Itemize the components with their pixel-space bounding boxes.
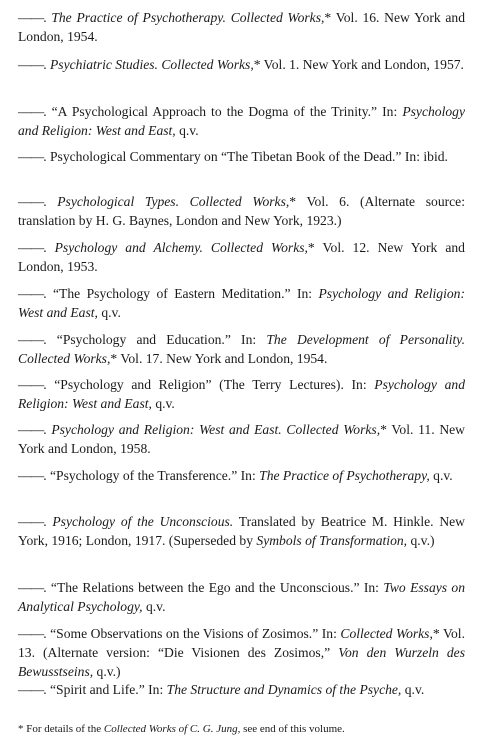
citation-text: * Vol. 1. New York and London, 1957. [253,57,464,72]
italic-title-text: Psychology and Alchemy. Collected Works, [54,240,308,255]
citation-text: . “A Psychological Approach to the Dogma of the Trinity.” In: [43,104,403,119]
citation-text: . “Psychology of the Transference.” In: [43,468,260,483]
citation-text: . “Psychology and Religion” (The Terry Lectures). In: [43,377,375,392]
bibliography-entry [18,284,465,322]
repeat-author-dash: —— [18,149,44,164]
bibliography-entry [18,102,465,140]
italic-title-text: The Development of Personality. Collected Works, [18,332,465,366]
repeat-author-dash: —— [18,377,44,392]
italic-title-text: Collected Works, [340,626,433,641]
bibliography-entry [18,375,465,413]
citation-text: q.v. [175,123,199,138]
citation-text: Translated by Beatrice M. Hinkle. New York, 1916; London, 1917. (Superseded by [18,514,465,548]
citation-text: q.v. [151,396,175,411]
citation-text: * For details of the [18,723,104,735]
citation-text: q.v. [142,599,166,614]
repeat-author-dash: —— [18,514,44,529]
bibliography-entry [18,192,465,230]
repeat-author-dash: —— [18,10,44,25]
italic-title-text: Psychology and Religion: West and East, [18,377,465,411]
italic-title-text: Psychology and Religion: West and East, [18,286,465,320]
citation-text: . “Spirit and Life.” In: [43,682,167,697]
repeat-author-dash: —— [18,682,44,697]
citation-text: * Vol. 13. (Alternate version: “Die Visionen des Zosimos,” [18,626,465,660]
citation-text: q.v.) [93,664,121,679]
citation-text: . “Psychology and Education.” In: [43,332,267,347]
italic-title-text: Psychological Types. Collected Works, [57,194,290,209]
citation-text: . [43,422,52,437]
repeat-author-dash: —— [18,194,44,209]
italic-title-text: The Practice of Psychotherapy. Collected Works, [51,10,325,25]
bibliography-entry [18,330,465,368]
citation-text: . “Some Observations on the Visions of Zosimos.” In: [43,626,341,641]
repeat-author-dash: —— [18,580,44,595]
repeat-author-dash: —— [18,286,44,301]
italic-title-text: The Structure and Dynamics of the Psyche, [166,682,402,697]
citation-text: * Vol. 16. New York and London, 1954. [18,10,466,44]
citation-text: . [43,240,55,255]
citation-text: see end of this volume. [240,723,345,735]
bibliography-entry [18,624,465,681]
citation-text: . [43,57,50,72]
citation-text: q.v.) [407,533,435,548]
repeat-author-dash: —— [18,57,44,72]
bibliography-entry [18,466,465,485]
bibliography-entry [18,512,465,550]
bibliography-entry [18,420,465,458]
repeat-author-dash: —— [18,332,44,347]
bibliography-entry [18,147,465,166]
repeat-author-dash: —— [18,422,44,437]
bibliography-entry [18,8,465,46]
italic-title-text: Collected Works of C. G. Jung, [103,723,241,735]
italic-title-text: Psychiatric Studies. Collected Works, [49,57,254,72]
repeat-author-dash: —— [18,468,44,483]
citation-text: * Vol. 12. New York and London, 1953. [18,240,465,274]
citation-text: . [43,514,53,529]
repeat-author-dash: —— [18,626,44,641]
citation-text: * Vol. 17. New York and London, 1954. [110,351,328,366]
bibliography-entry [18,238,465,276]
repeat-author-dash: —— [18,240,44,255]
bibliography-entry [18,680,465,699]
italic-title-text: Psychology and Religion: West and East. Collected Works, [51,422,381,437]
bibliography-entry [18,578,465,616]
citation-text: * Vol. 6. (Alternate source: translation by H. G. Baynes, London and New York, 1923.) [18,194,465,228]
italic-title-text: Von den Wurzeln des Bewusstseins, [18,645,465,679]
citation-text: . [43,194,58,209]
citation-text: . “The Psychology of Eastern Meditation.” In: [43,286,319,301]
citation-text: * Vol. 11. New York and London, 1958. [18,422,465,456]
citation-text: . Psychological Commentary on “The Tibetan Book of the Dead.” In: ibid. [43,149,448,164]
citation-text: q.v. [97,305,121,320]
footnote [18,722,473,736]
italic-title-text: Psychology of the Unconscious. [52,514,234,529]
citation-text: q.v. [401,682,425,697]
bibliography-entry [18,55,465,74]
italic-title-text: Two Essays on Analytical Psychology, [18,580,466,614]
italic-title-text: Symbols of Transformation, [256,533,408,548]
citation-text: . [43,10,52,25]
citation-text: q.v. [429,468,453,483]
citation-text: . “The Relations between the Ego and the Unconscious.” In: [43,580,384,595]
italic-title-text: The Practice of Psychotherapy, [259,468,430,483]
italic-title-text: Psychology and Religion: West and East, [18,104,465,138]
repeat-author-dash: —— [18,104,44,119]
